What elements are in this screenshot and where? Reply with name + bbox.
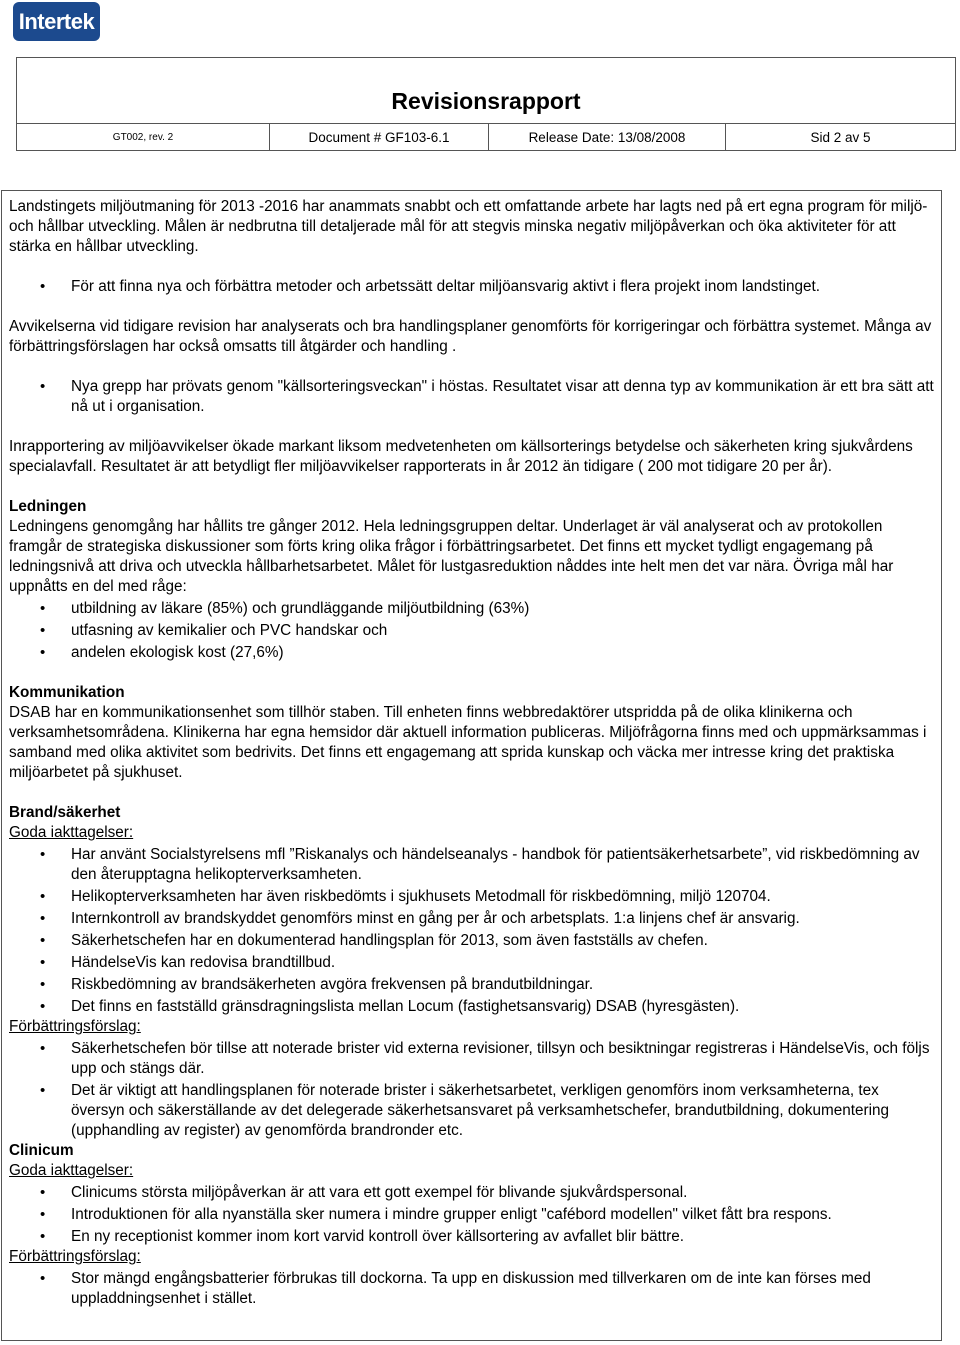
list-item: • Riskbedömning av brandsäkerheten avgöra frekvensen på brandutbildningar. bbox=[40, 976, 594, 993]
list-item: • Nya grepp har prövats genom "källsorteringsveckan" i höstas. Resultatet visar att denna typ av kommunikation är ett bra sätt att nå ut i organisation. bbox=[40, 378, 934, 415]
bullet-icon: • bbox=[40, 1228, 46, 1245]
bullet-icon: • bbox=[40, 932, 46, 949]
bullet-icon: • bbox=[40, 888, 46, 905]
list-item: • En ny receptionist kommer inom kort varvid kontroll över källsortering av avfallet blir bättre. bbox=[40, 1228, 684, 1245]
bullet-list bbox=[9, 845, 935, 1017]
bullet-list bbox=[9, 377, 935, 417]
list-item: • Säkerhetschefen bör tillse att noterade brister vid externa revisioner, tillsyn och besiktningar registreras i HändelseVis, och följs upp och stängs där. bbox=[40, 1040, 930, 1077]
section-heading-clinicum: Clinicum bbox=[9, 1142, 74, 1159]
bullet-icon: • bbox=[40, 998, 46, 1015]
subheading-good: Goda iakttagelser: bbox=[9, 824, 134, 841]
bullet-list bbox=[9, 1183, 935, 1247]
list-item: • Det finns en fastställd gränsdragningslista mellan Locum (fastighetsansvarig) DSAB (hyresgästen). bbox=[40, 998, 740, 1015]
list-item: • HändelseVis kan redovisa brandtillbud. bbox=[40, 954, 336, 971]
list-item: • Säkerhetschefen har en dokumenterad handlingsplan för 2013, som även fastställs av chefen. bbox=[40, 932, 708, 949]
bullet-icon: • bbox=[40, 1082, 46, 1099]
section-heading-kommunikation: Kommunikation bbox=[9, 684, 125, 701]
bullet-list bbox=[9, 1269, 935, 1309]
list-item: • Det är viktigt att handlingsplanen för noterade brister i säkerhetsarbetet, verkligen genomförs inom verksamheterna, tex översyn och säkerställande av det delegerade säkerhetsansvaret på verksamhetschefer, brandutbildning, dokumentering (upphandling av register) av genomförda brandronder etc. bbox=[40, 1082, 890, 1139]
list-item: • För att finna nya och förbättra metoder och arbetssätt deltar miljöansvarig aktivt i flera projekt inom landstinget. bbox=[40, 278, 821, 295]
list-item: • Clinicums största miljöpåverkan är att vara ett gott exempel för blivande sjukvårdspersonal. bbox=[40, 1184, 688, 1201]
report-header bbox=[16, 57, 956, 151]
meta-row bbox=[17, 124, 955, 151]
bullet-icon: • bbox=[40, 1184, 46, 1201]
list-item: • Stor mängd engångsbatterier förbrukas till dockorna. Ta upp en diskussion med tillverkaren om de inte kan förses med uppladdningsenhet i stället. bbox=[40, 1270, 871, 1307]
list-item: • andelen ekologisk kost (27,6%) bbox=[40, 644, 284, 661]
section-heading-ledningen: Ledningen bbox=[9, 498, 87, 515]
bullet-icon: • bbox=[40, 278, 46, 295]
bullet-icon: • bbox=[40, 910, 46, 927]
list-item: • Internkontroll av brandskyddet genomförs minst en gång per år och arbetsplats. 1:a linjens chef är ansvarig. bbox=[40, 910, 800, 927]
paragraph: Ledningens genomgång har hållits tre gånger 2012. Hela ledningsgruppen deltar. Underlaget är väl analyserat och av protokollen framgår de strategiska diskussioner som förts kring olika frågor i förbättringsarbetet. Det finns ett mycket tydligt engagemang på ledningsnivå att driva och utveckla hållbarhetsarbetet. Målet för lustgasreduktion nåddes inte helt men det var nära. Övriga mål har uppnåtts en del med råge: bbox=[9, 518, 894, 595]
page-title: Revisionsrapport bbox=[391, 88, 581, 114]
page-number: Sid 2 av 5 bbox=[810, 130, 871, 145]
section-heading-brand: Brand/säkerhet bbox=[9, 804, 121, 821]
document-number: Document # GF103-6.1 bbox=[270, 124, 489, 151]
bullet-list bbox=[9, 1039, 935, 1141]
intertek-logo: Intertek bbox=[13, 2, 100, 41]
subheading-good: Goda iakttagelser: bbox=[9, 1162, 134, 1179]
list-item: • Har använt Socialstyrelsens mfl ”Riskanalys och händelseanalys - handbok för patientsäkerhetsarbete”, vid riskbedömning av den återupptagna helikopterverksamheten. bbox=[40, 846, 920, 883]
paragraph: Avvikelserna vid tidigare revision har analyserats och bra handlingsplaner genomförts för korrigeringar och förbättra systemet. Många av förbättringsförslagen har också omsatts till åtgärder och handling . bbox=[9, 318, 932, 355]
subheading-improve: Förbättringsförslag: bbox=[9, 1018, 141, 1035]
bullet-icon: • bbox=[40, 1270, 46, 1287]
bullet-list bbox=[9, 277, 935, 297]
paragraph: Landstingets miljöutmaning för 2013 -2016 har anammats snabbt och ett omfattande arbete har lagts ned på ert egna program för miljö- och hållbar utveckling. Målen är nedbrutna till detaljerade mål för att stegvis minska negativ miljöpåverkan och öka aktiviteter för att stärka en hållbar utveckling. bbox=[9, 198, 928, 255]
bullet-icon: • bbox=[40, 378, 46, 395]
bullet-icon: • bbox=[40, 1040, 46, 1057]
list-item: • Helikopterverksamheten har även riskbedömts i sjukhusets Metodmall för riskbedömning, miljö 120704. bbox=[40, 888, 771, 905]
paragraph: DSAB har en kommunikationsenhet som tillhör staben. Till enheten finns webbredaktörer utspridda på de olika klinikerna och verksamhetsområdena. Klinikerna har egna hemsidor där aktuell information publiceras. Miljöfrågorna finns med och uppmärksammas i samband med olika aktivitet som bedrivits. Det finns ett engagemang att sprida kunskap och väcka mer intresse kring det praktiska miljöarbetet på sjukhuset. bbox=[9, 704, 927, 781]
title-row bbox=[17, 58, 955, 124]
list-item: • utbildning av läkare (85%) och grundläggande miljöutbildning (63%) bbox=[40, 600, 530, 617]
list-item: • utfasning av kemikalier och PVC handskar och bbox=[40, 622, 388, 639]
bullet-icon: • bbox=[40, 600, 46, 617]
bullet-icon: • bbox=[40, 644, 46, 661]
release-date: Release Date: 13/08/2008 bbox=[489, 124, 726, 151]
paragraph: Inrapportering av miljöavvikelser ökade markant liksom medvetenheten om källsorterings betydelse och säkerheten kring sjukvårdens specialavfall. Resultatet är att betydligt fler miljöavvikelser rapporterats in år 2012 än tidigare ( 200 mot tidigare 20 per år). bbox=[9, 438, 913, 475]
report-body bbox=[1, 190, 942, 1341]
form-code: GT002, rev. 2 bbox=[17, 124, 270, 151]
bullet-list bbox=[9, 599, 935, 663]
bullet-icon: • bbox=[40, 846, 46, 863]
bullet-icon: • bbox=[40, 976, 46, 993]
subheading-improve: Förbättringsförslag: bbox=[9, 1248, 141, 1265]
bullet-icon: • bbox=[40, 1206, 46, 1223]
list-item: • Introduktionen för alla nyanställa sker numera i mindre grupper enligt "cafébord modellen" vilket fått bra respons. bbox=[40, 1206, 832, 1223]
bullet-icon: • bbox=[40, 954, 46, 971]
bullet-icon: • bbox=[40, 622, 46, 639]
